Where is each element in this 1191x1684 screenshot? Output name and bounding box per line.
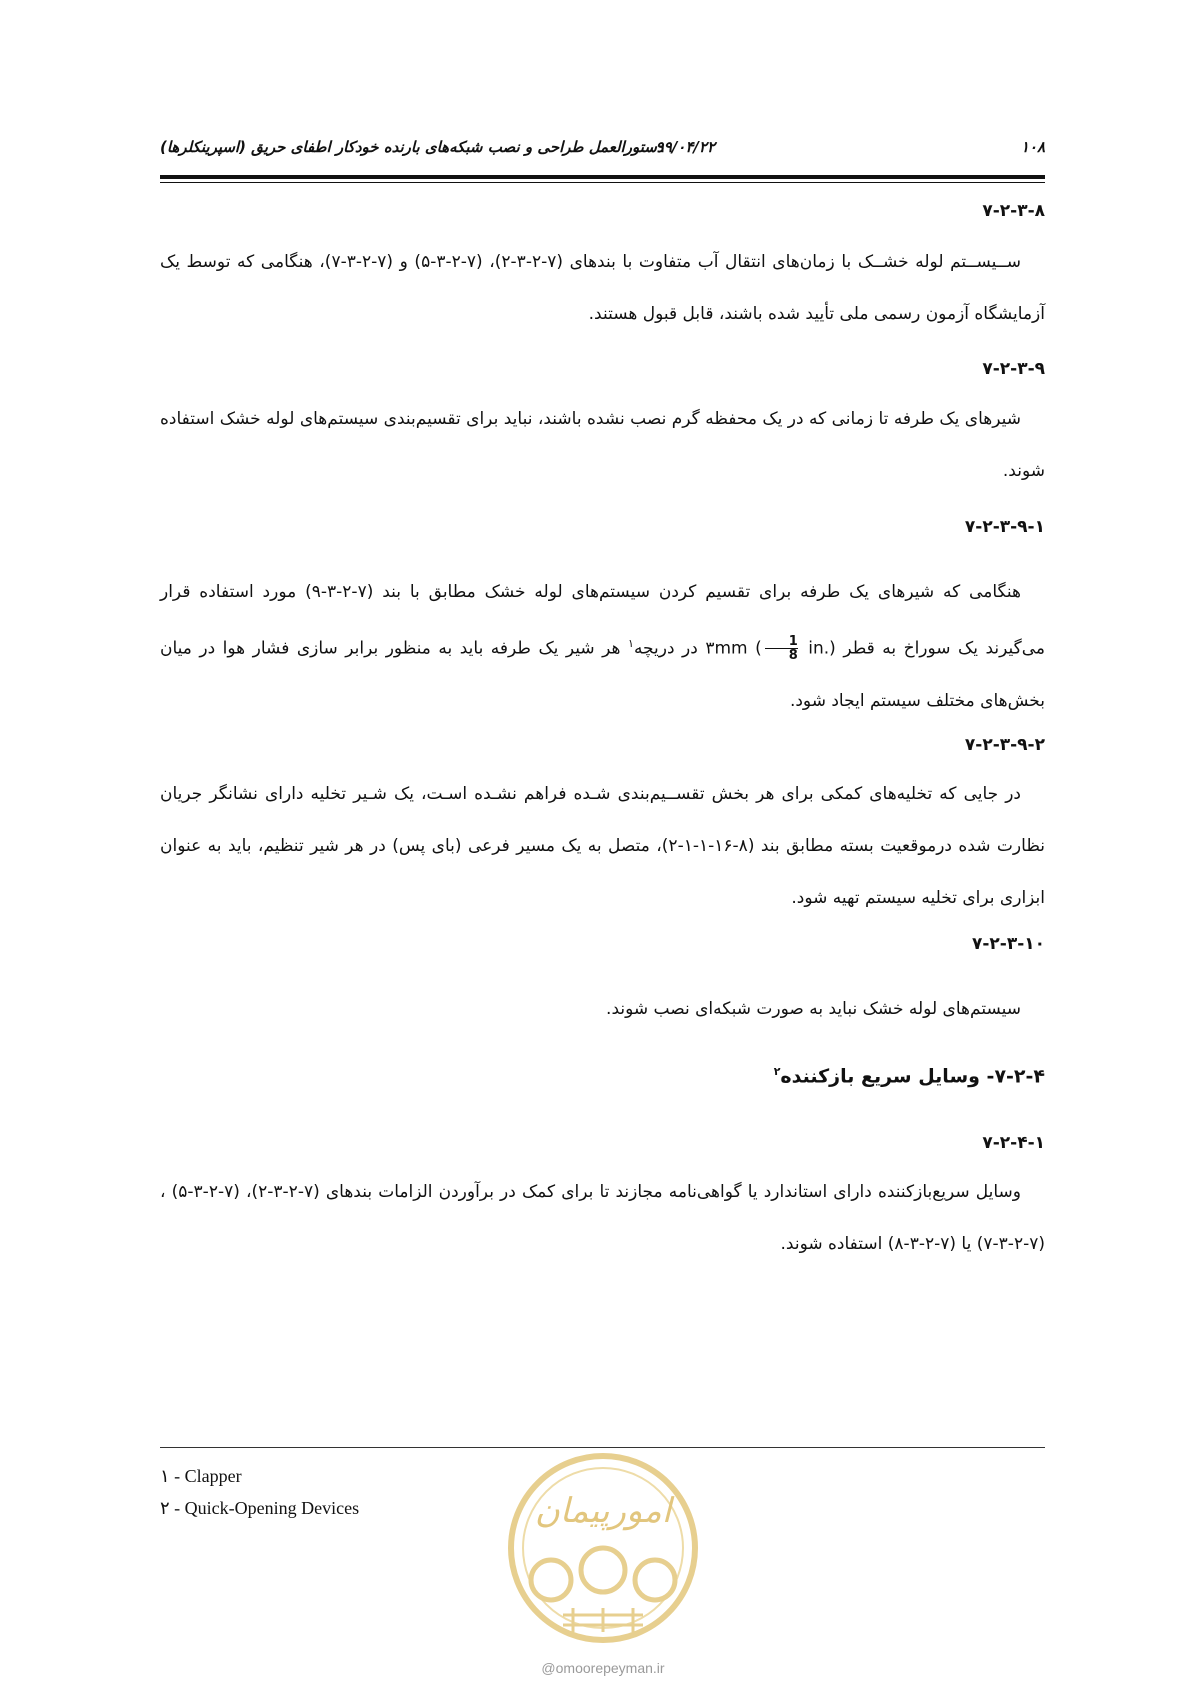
footnote-mark: ۱	[628, 637, 634, 650]
section-number: ۷-۲-۳-۹	[982, 359, 1045, 379]
footnote-item: ۲ - Quick-Opening Devices	[160, 1498, 360, 1518]
section-paragraph: در جایی که تخلیه‌های کمکی برای هر بخش تقســیم‌بندی شـده فراهم نشـده اسـت، یک شـیر تخلیه دارای نشانگر جریان نظارت شده درموقعیت بسته مطابق بند (۸-۱۶-۱-۱-۲)، متصل به یک مسیر فرعی (بای پس) در هر شیر تنظیم، باید به عنوان ابزاری برای تخلیه سیستم تهیه شود.	[160, 784, 1045, 908]
section-paragraph: شیرهای یک طرفه تا زمانی که در یک محفظه گرم نصب نشده باشند، نباید برای تقسیم‌بندی سیستم‌های لوله خشک استفاده شوند.	[160, 409, 1045, 481]
fraction	[765, 635, 798, 662]
paragraph-text: هنگامی که شیرهای یک طرفه برای تقسیم کردن سیستم‌های لوله خشک مطابق با بند (۷-۲-۳-۹) مورد استفاده قرار می‌گیرند یک سوراخ به قطر ۳mm (	[160, 582, 1046, 659]
fraction-numerator: 1	[788, 634, 798, 650]
section-paragraph	[160, 566, 1045, 727]
seal-lettering: امورپیمان	[534, 1491, 672, 1531]
section-number: ۷-۲-۳-۸	[982, 201, 1045, 221]
section-number: ۷-۲-۴-۱	[982, 1133, 1045, 1153]
watermark-url: @omoorepeyman.ir	[541, 1660, 665, 1676]
header-rule-thick	[160, 175, 1045, 179]
section-paragraph: سیستم‌های لوله خشک نباید به صورت شبکه‌ای نصب شوند.	[606, 999, 1021, 1019]
footnote-mark: ۲	[773, 1065, 781, 1078]
page-number: ۱۰۸	[1020, 138, 1045, 156]
header-rule-thin	[160, 182, 1045, 183]
page-header	[160, 134, 1045, 164]
header-date: ۹۹/۰۴/۲۲	[655, 138, 715, 156]
section-paragraph: وسایل سریع‌بازکننده دارای استاندارد یا گواهی‌نامه مجازند تا برای کمک در برآوردن الزامات بندهای (۷-۲-۳-۲)، (۷-۲-۳-۵) ، (۷-۲-۳-۷) یا (۷-۲-۳-۸) استفاده شوند.	[160, 1182, 1045, 1254]
subsection-heading	[774, 1065, 1045, 1087]
section-paragraph: ســیســتم لوله خشــک با زمان‌های انتقال آب متفاوت با بندهای (۷-۲-۳-۲)، (۷-۲-۳-۵) و (۷-۲-۳-۷)، هنگامی که توسط یک آزمایشگاه آزمون رسمی ملی تأیید شده باشند، قابل قبول هستند.	[160, 252, 1045, 324]
fraction-denominator: 8	[765, 648, 798, 662]
paragraph-text: هر شیر یک طرفه باید به منظور برابر سازی فشار هوا در میان بخش‌های مختلف سیستم ایجاد شود.	[160, 638, 1045, 711]
watermark-seal-logo	[503, 1440, 703, 1672]
section-number: ۷-۲-۳-۱۰	[971, 934, 1045, 954]
paragraph-text: in.) در دریچه	[633, 638, 836, 659]
section-number: ۷-۲-۳-۹-۱	[964, 517, 1045, 537]
subsection-heading-text: ۷-۲-۴- وسایل سریع بازکننده	[780, 1065, 1045, 1088]
footnote-item: ۱ - Clapper	[160, 1466, 242, 1486]
section-number: ۷-۲-۳-۹-۲	[964, 735, 1045, 755]
header-title: دستورالعمل طراحی و نصب شبکه‌های بارنده خودکار اطفای حریق (اسپرینکلرها)	[160, 138, 664, 156]
